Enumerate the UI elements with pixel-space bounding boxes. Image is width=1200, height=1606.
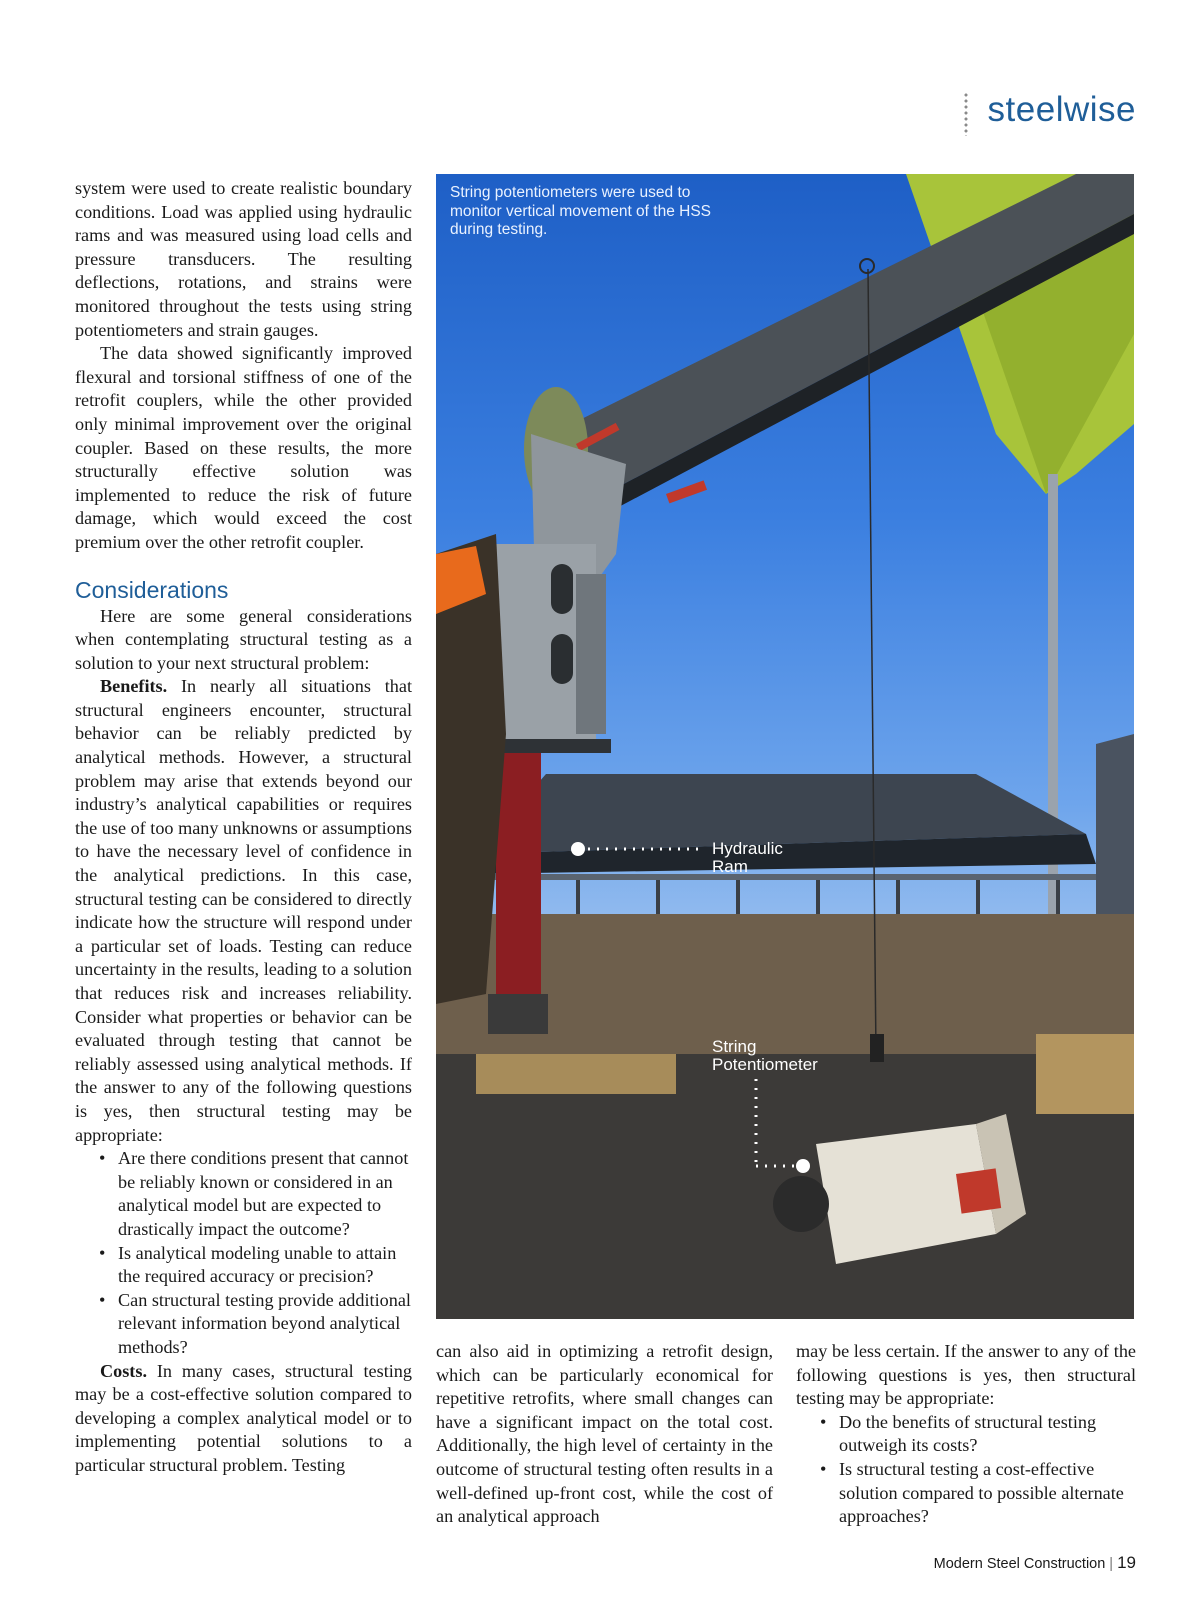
list-item: • Are there conditions present that cannot be reliably known or considered in an analytical model but are expected to drastically impact the outcome?: [118, 1147, 412, 1241]
subheading-considerations: Considerations: [75, 576, 229, 603]
section-name: steelwise: [987, 90, 1136, 129]
run-in-heading-costs: Costs.: [100, 1360, 147, 1381]
body-paragraph-continued: can also aid in optimizing a retrofit design, which can be particularly economical for repetitive retrofits, where small changes can have a significant impact on the total cost. Additionally, the high level of certainty in the outcome of structural testing often results in a well-defined up-front cost, while the cost of an analytical approach: [436, 1341, 773, 1527]
body-paragraph: system were used to create realistic boundary conditions. Load was applied using hydraulic rams and was measured using load cells and pressure transducers. The resulting deflections, rotations, and strains were monitored throughout the tests using string potentiometers and strain gauges.: [75, 178, 412, 340]
footer-separator: |: [1109, 1556, 1114, 1572]
costs-text: In many cases, structural testing may be a cost-effective solution compared to developing a complex analytical model or to implementing potential solutions to a particular structural problem. Testing: [75, 1360, 412, 1475]
photo-caption: String potentiometers were used to monitor vertical movement of the HSS during testing.: [450, 184, 712, 238]
text-column-3: [796, 1340, 1136, 1529]
list-item: • Do the benefits of structural testing outweigh its costs?: [839, 1411, 1136, 1458]
benefit-question-list: [75, 1147, 412, 1359]
text-column-1: [75, 177, 412, 1477]
page-footer: [934, 1553, 1136, 1573]
benefits-text: In nearly all situations that structural engineers encounter, structural behavior can be reliably predicted by analytical methods. However, a structural problem may arise that extends beyond our industry’s analytical capabilities or requires the use of too many unknowns or assumptions to have the necessary level of confidence in the analytical predictions. In this case, structural testing can be considered to directly indicate how the structure will respond under a particular set of loads. Testing can reduce uncertainty in the results, leading to a solution that reduces risk and increases reliability. Consider what properties or behavior can be evaluated through testing that cannot be reliably assessed using analytical methods. If the answer to any of the following questions is yes, then structural testing may be appropriate:: [75, 676, 412, 1145]
photo-illustration: [436, 174, 1134, 1319]
list-item: • Can structural testing provide additional relevant information beyond analytical methods?: [118, 1289, 412, 1360]
callout-hydraulic-ram: Hydraulic Ram: [712, 839, 783, 876]
body-paragraph: The data showed significantly improved flexural and torsional stiffness of one of the retrofit couplers, while the other provided only minimal improvement over the original coupler. Based on these results, the more structurally effective solution was implemented to reduce the risk of future damage, which would exceed the cost premium over the other retrofit coupler.: [75, 343, 412, 552]
publication-name: Modern Steel Construction: [933, 1556, 1106, 1572]
body-paragraph-costs: [75, 1360, 412, 1478]
text-column-2: [436, 1340, 773, 1529]
test-setup-photo: [436, 174, 1134, 1319]
body-paragraph: Here are some general considerations when contemplating structural testing as a solution to your next structural problem:: [75, 605, 412, 673]
body-paragraph-benefits: [75, 675, 412, 1147]
list-item: • Is structural testing a cost-effective solution compared to possible alternate approaches?: [839, 1458, 1136, 1529]
callout-string-potentiometer: String Potentiometer: [712, 1037, 818, 1074]
page-number: 19: [1117, 1553, 1136, 1572]
cost-question-list: [796, 1411, 1136, 1529]
list-item: • Is analytical modeling unable to attain the required accuracy or precision?: [118, 1242, 412, 1289]
run-in-heading-benefits: Benefits.: [100, 676, 168, 697]
header-dotted-divider: [963, 92, 969, 136]
body-paragraph-continued: may be less certain. If the answer to any of the following questions is yes, then structural testing may be appropriate:: [796, 1341, 1136, 1409]
